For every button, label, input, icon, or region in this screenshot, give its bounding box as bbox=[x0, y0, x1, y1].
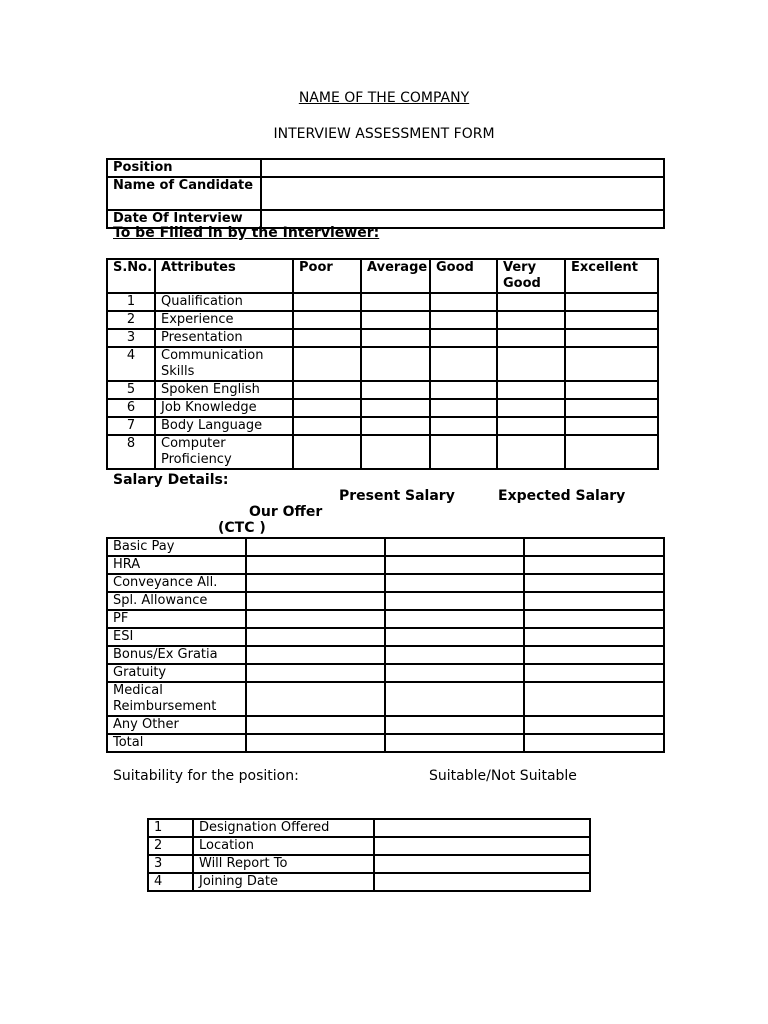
rating-cell-very-good[interactable] bbox=[497, 293, 565, 311]
our-offer-cell[interactable] bbox=[246, 628, 385, 646]
expected-salary-cell[interactable] bbox=[524, 628, 664, 646]
rating-cell-average[interactable] bbox=[361, 293, 430, 311]
position-field[interactable] bbox=[261, 159, 664, 177]
expected-salary-cell[interactable] bbox=[524, 592, 664, 610]
salary-component: HRA bbox=[107, 556, 246, 574]
candidate-info-table bbox=[106, 158, 665, 229]
row-attribute: Communication Skills bbox=[155, 347, 293, 381]
present-salary-cell[interactable] bbox=[385, 628, 524, 646]
offer-row bbox=[148, 837, 590, 855]
rating-cell-good[interactable] bbox=[430, 293, 497, 311]
attributes-rating-table bbox=[106, 258, 659, 470]
row-sno: 3 bbox=[107, 329, 155, 347]
ctc-heading: (CTC ) bbox=[218, 520, 266, 536]
rating-cell-very-good[interactable] bbox=[497, 347, 565, 381]
present-salary-cell[interactable] bbox=[385, 610, 524, 628]
rating-cell-excellent[interactable] bbox=[565, 417, 658, 435]
our-offer-cell[interactable] bbox=[246, 574, 385, 592]
rating-cell-poor[interactable] bbox=[293, 417, 361, 435]
offer-row-item: Designation Offered bbox=[193, 819, 374, 837]
salary-row bbox=[107, 610, 664, 628]
rating-cell-excellent[interactable] bbox=[565, 399, 658, 417]
row-sno: 1 bbox=[107, 293, 155, 311]
present-salary-cell[interactable] bbox=[385, 592, 524, 610]
col-header-poor: Poor bbox=[293, 259, 361, 293]
salary-row bbox=[107, 734, 664, 752]
salary-row bbox=[107, 628, 664, 646]
rating-cell-poor[interactable] bbox=[293, 329, 361, 347]
rating-cell-very-good[interactable] bbox=[497, 381, 565, 399]
our-offer-cell[interactable] bbox=[246, 592, 385, 610]
rating-cell-excellent[interactable] bbox=[565, 435, 658, 469]
salary-component: Total bbox=[107, 734, 246, 752]
row-attribute: Experience bbox=[155, 311, 293, 329]
rating-row bbox=[107, 399, 658, 417]
rating-row bbox=[107, 329, 658, 347]
rating-cell-very-good[interactable] bbox=[497, 399, 565, 417]
rating-cell-very-good[interactable] bbox=[497, 417, 565, 435]
rating-cell-very-good[interactable] bbox=[497, 329, 565, 347]
col-header-average: Average bbox=[361, 259, 430, 293]
row-attribute: Computer Proficiency bbox=[155, 435, 293, 469]
salary-table bbox=[106, 537, 665, 753]
col-header-sno: S.No. bbox=[107, 259, 155, 293]
salary-row bbox=[107, 682, 664, 716]
our-offer-cell[interactable] bbox=[246, 734, 385, 752]
position-row bbox=[107, 159, 664, 177]
rating-cell-poor[interactable] bbox=[293, 347, 361, 381]
row-attribute: Presentation bbox=[155, 329, 293, 347]
rating-cell-good[interactable] bbox=[430, 347, 497, 381]
col-header-very-good: Very Good bbox=[497, 259, 565, 293]
offer-row-item: Joining Date bbox=[193, 873, 374, 891]
expected-salary-cell[interactable] bbox=[524, 682, 664, 716]
present-salary-cell[interactable] bbox=[385, 538, 524, 556]
salary-row bbox=[107, 574, 664, 592]
offer-row bbox=[148, 819, 590, 837]
salary-component: Gratuity bbox=[107, 664, 246, 682]
rating-cell-excellent[interactable] bbox=[565, 381, 658, 399]
row-sno: 7 bbox=[107, 417, 155, 435]
offer-details-table bbox=[147, 818, 591, 892]
rating-row bbox=[107, 417, 658, 435]
our-offer-cell[interactable] bbox=[246, 682, 385, 716]
rating-cell-average[interactable] bbox=[361, 381, 430, 399]
rating-cell-average[interactable] bbox=[361, 399, 430, 417]
offer-row-value[interactable] bbox=[374, 837, 590, 855]
rating-cell-good[interactable] bbox=[430, 311, 497, 329]
salary-details-heading: Salary Details: bbox=[113, 472, 229, 488]
present-salary-cell[interactable] bbox=[385, 574, 524, 592]
salary-component: Spl. Allowance bbox=[107, 592, 246, 610]
rating-row bbox=[107, 435, 658, 469]
suitability-value[interactable]: Suitable/Not Suitable bbox=[429, 768, 577, 784]
form-title: INTERVIEW ASSESSMENT FORM bbox=[273, 126, 495, 142]
rating-cell-good[interactable] bbox=[430, 435, 497, 469]
our-offer-cell[interactable] bbox=[246, 646, 385, 664]
row-sno: 4 bbox=[107, 347, 155, 381]
expected-salary-cell[interactable] bbox=[524, 664, 664, 682]
offer-row bbox=[148, 873, 590, 891]
expected-salary-cell[interactable] bbox=[524, 556, 664, 574]
rating-cell-poor[interactable] bbox=[293, 381, 361, 399]
offer-row-number: 3 bbox=[148, 855, 193, 873]
salary-component: Basic Pay bbox=[107, 538, 246, 556]
rating-header-row bbox=[107, 259, 658, 293]
present-salary-cell[interactable] bbox=[385, 716, 524, 734]
expected-salary-heading: Expected Salary bbox=[498, 488, 626, 504]
salary-row bbox=[107, 592, 664, 610]
our-offer-cell[interactable] bbox=[246, 664, 385, 682]
salary-component: PF bbox=[107, 610, 246, 628]
rating-cell-average[interactable] bbox=[361, 417, 430, 435]
rating-row bbox=[107, 293, 658, 311]
rating-cell-average[interactable] bbox=[361, 311, 430, 329]
rating-cell-good[interactable] bbox=[430, 417, 497, 435]
position-label: Position bbox=[107, 159, 261, 177]
offer-row-value[interactable] bbox=[374, 819, 590, 837]
rating-cell-poor[interactable] bbox=[293, 435, 361, 469]
rating-row bbox=[107, 347, 658, 381]
company-name: NAME OF THE COMPANY bbox=[298, 90, 470, 106]
present-salary-cell[interactable] bbox=[385, 734, 524, 752]
our-offer-cell[interactable] bbox=[246, 556, 385, 574]
salary-component: Medical Reimbursement bbox=[107, 682, 246, 716]
offer-row-value[interactable] bbox=[374, 855, 590, 873]
salary-component: Conveyance All. bbox=[107, 574, 246, 592]
rating-cell-poor[interactable] bbox=[293, 311, 361, 329]
offer-row-value[interactable] bbox=[374, 873, 590, 891]
rating-cell-excellent[interactable] bbox=[565, 329, 658, 347]
present-salary-cell[interactable] bbox=[385, 556, 524, 574]
salary-row bbox=[107, 716, 664, 734]
row-sno: 8 bbox=[107, 435, 155, 469]
row-attribute: Job Knowledge bbox=[155, 399, 293, 417]
suitability-label: Suitability for the position: bbox=[113, 768, 299, 784]
rating-row bbox=[107, 311, 658, 329]
row-sno: 5 bbox=[107, 381, 155, 399]
present-salary-cell[interactable] bbox=[385, 682, 524, 716]
col-header-excellent: Excellent bbox=[565, 259, 658, 293]
rating-cell-average[interactable] bbox=[361, 347, 430, 381]
expected-salary-cell[interactable] bbox=[524, 574, 664, 592]
rating-cell-good[interactable] bbox=[430, 329, 497, 347]
present-salary-cell[interactable] bbox=[385, 664, 524, 682]
row-sno: 2 bbox=[107, 311, 155, 329]
salary-component: Bonus/Ex Gratia bbox=[107, 646, 246, 664]
candidate-name-label: Name of Candidate bbox=[107, 177, 261, 210]
offer-row-item: Will Report To bbox=[193, 855, 374, 873]
col-header-good: Good bbox=[430, 259, 497, 293]
rating-cell-poor[interactable] bbox=[293, 293, 361, 311]
expected-salary-cell[interactable] bbox=[524, 646, 664, 664]
rating-cell-excellent[interactable] bbox=[565, 347, 658, 381]
salary-row bbox=[107, 556, 664, 574]
present-salary-heading: Present Salary bbox=[339, 488, 455, 504]
salary-row bbox=[107, 646, 664, 664]
interviewer-section-heading: To be Filled in by the Interviewer: bbox=[113, 225, 380, 241]
rating-cell-good[interactable] bbox=[430, 399, 497, 417]
expected-salary-cell[interactable] bbox=[524, 610, 664, 628]
salary-component: ESI bbox=[107, 628, 246, 646]
offer-row-number: 4 bbox=[148, 873, 193, 891]
rating-cell-excellent[interactable] bbox=[565, 293, 658, 311]
rating-cell-average[interactable] bbox=[361, 435, 430, 469]
candidate-name-row bbox=[107, 177, 664, 210]
rating-cell-average[interactable] bbox=[361, 329, 430, 347]
rating-cell-good[interactable] bbox=[430, 381, 497, 399]
rating-cell-very-good[interactable] bbox=[497, 435, 565, 469]
row-attribute: Body Language bbox=[155, 417, 293, 435]
row-sno: 6 bbox=[107, 399, 155, 417]
present-salary-cell[interactable] bbox=[385, 646, 524, 664]
rating-cell-excellent[interactable] bbox=[565, 311, 658, 329]
salary-row bbox=[107, 538, 664, 556]
our-offer-cell[interactable] bbox=[246, 538, 385, 556]
row-attribute: Spoken English bbox=[155, 381, 293, 399]
salary-row bbox=[107, 664, 664, 682]
rating-cell-poor[interactable] bbox=[293, 399, 361, 417]
offer-row-number: 1 bbox=[148, 819, 193, 837]
offer-row-item: Location bbox=[193, 837, 374, 855]
offer-row bbox=[148, 855, 590, 873]
offer-row-number: 2 bbox=[148, 837, 193, 855]
candidate-name-field[interactable] bbox=[261, 177, 664, 210]
our-offer-cell[interactable] bbox=[246, 610, 385, 628]
rating-row bbox=[107, 381, 658, 399]
interview-date-label: Date Of Interview bbox=[107, 210, 261, 228]
our-offer-cell[interactable] bbox=[246, 716, 385, 734]
row-attribute: Qualification bbox=[155, 293, 293, 311]
col-header-attributes: Attributes bbox=[155, 259, 293, 293]
salary-component: Any Other bbox=[107, 716, 246, 734]
our-offer-heading: Our Offer bbox=[249, 504, 323, 520]
expected-salary-cell[interactable] bbox=[524, 734, 664, 752]
expected-salary-cell[interactable] bbox=[524, 716, 664, 734]
rating-cell-very-good[interactable] bbox=[497, 311, 565, 329]
expected-salary-cell[interactable] bbox=[524, 538, 664, 556]
